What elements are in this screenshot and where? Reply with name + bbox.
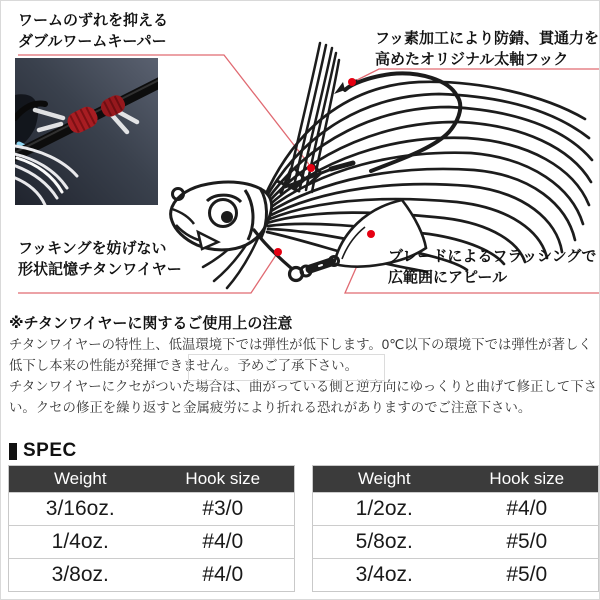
callout-blade-line2: 広範囲にアピール	[388, 269, 508, 286]
spec-table-left	[8, 465, 295, 592]
weight-cell: 1/2oz.	[313, 493, 456, 526]
callout-worm-keeper	[18, 10, 168, 52]
feature-dot-hook	[348, 78, 356, 86]
notice-body	[9, 334, 597, 418]
weight-cell: 3/4oz.	[313, 559, 456, 592]
callout-worm-keeper-line1: ワームのずれを抑える	[18, 12, 169, 29]
spec-section-header	[9, 440, 77, 462]
hook-size-cell: #4/0	[152, 559, 295, 592]
notice-line: 低下し本来の性能が発揮できません。予めご了承下さい。	[9, 358, 358, 373]
table-row	[9, 526, 295, 559]
table-row	[313, 526, 599, 559]
table-header-row	[9, 466, 295, 493]
hook-size-cell: #4/0	[152, 526, 295, 559]
hook-size-cell: #5/0	[456, 559, 599, 592]
weight-cell: 5/8oz.	[313, 526, 456, 559]
spec-section-title: SPEC	[23, 440, 77, 461]
column-header-hook-size: Hook size	[152, 466, 295, 493]
jig-head	[171, 182, 272, 250]
table-row	[9, 493, 295, 526]
feature-dot-titanium-wire	[274, 248, 282, 256]
callout-titanium-wire	[18, 238, 182, 280]
callout-hook-line2: 高めたオリジナル太軸フック	[375, 51, 569, 68]
callout-blade-line1: ブレードによるフラッシングで	[388, 248, 597, 265]
weight-cell: 1/4oz.	[9, 526, 152, 559]
table-header-row	[313, 466, 599, 493]
table-row	[313, 559, 599, 592]
column-header-weight: Weight	[9, 466, 152, 493]
callout-hook-line1: フッ素加工により防錆、貫通力を	[375, 30, 599, 47]
hook-size-cell: #3/0	[152, 493, 295, 526]
spec-bar-icon	[9, 443, 17, 460]
callout-worm-keeper-line2: ダブルワームキーパー	[18, 33, 167, 50]
wire-and-swivel	[254, 230, 339, 281]
notice-line: チタンワイヤーの特性上、低温環境下では弾性が低下します。0℃以下の環境下では弾性が著しく	[9, 337, 592, 352]
table-row	[313, 493, 599, 526]
callout-blade	[388, 246, 596, 288]
feature-dot-blade	[367, 230, 375, 238]
worm-keeper-photo-art	[15, 58, 158, 205]
callout-titanium-wire-line1: フッキングを妨げない	[18, 240, 167, 257]
callout-titanium-wire-line2: 形状記憶チタンワイヤー	[18, 261, 182, 278]
hook-size-cell: #5/0	[456, 526, 599, 559]
notice-line: い。クセの修正を繰り返すと金属疲労により折れる恐れがありますのでご注意下さい。	[9, 400, 532, 415]
worm-keeper-photo	[15, 58, 158, 205]
notice-heading: ※チタンワイヤーに関するご使用上の注意	[9, 315, 293, 332]
column-header-hook-size: Hook size	[456, 466, 599, 493]
spec-table-right	[312, 465, 599, 592]
weight-cell: 3/16oz.	[9, 493, 152, 526]
hook-size-cell: #4/0	[456, 493, 599, 526]
column-header-weight: Weight	[313, 466, 456, 493]
weight-cell: 3/8oz.	[9, 559, 152, 592]
feature-dot-worm-keeper	[307, 164, 315, 172]
callout-hook	[375, 28, 599, 70]
notice-line: チタンワイヤーにクセがついた場合は、曲がっている側と逆方向にゆっくりと曲げて修正して下さ	[9, 379, 597, 394]
table-row	[9, 559, 295, 592]
